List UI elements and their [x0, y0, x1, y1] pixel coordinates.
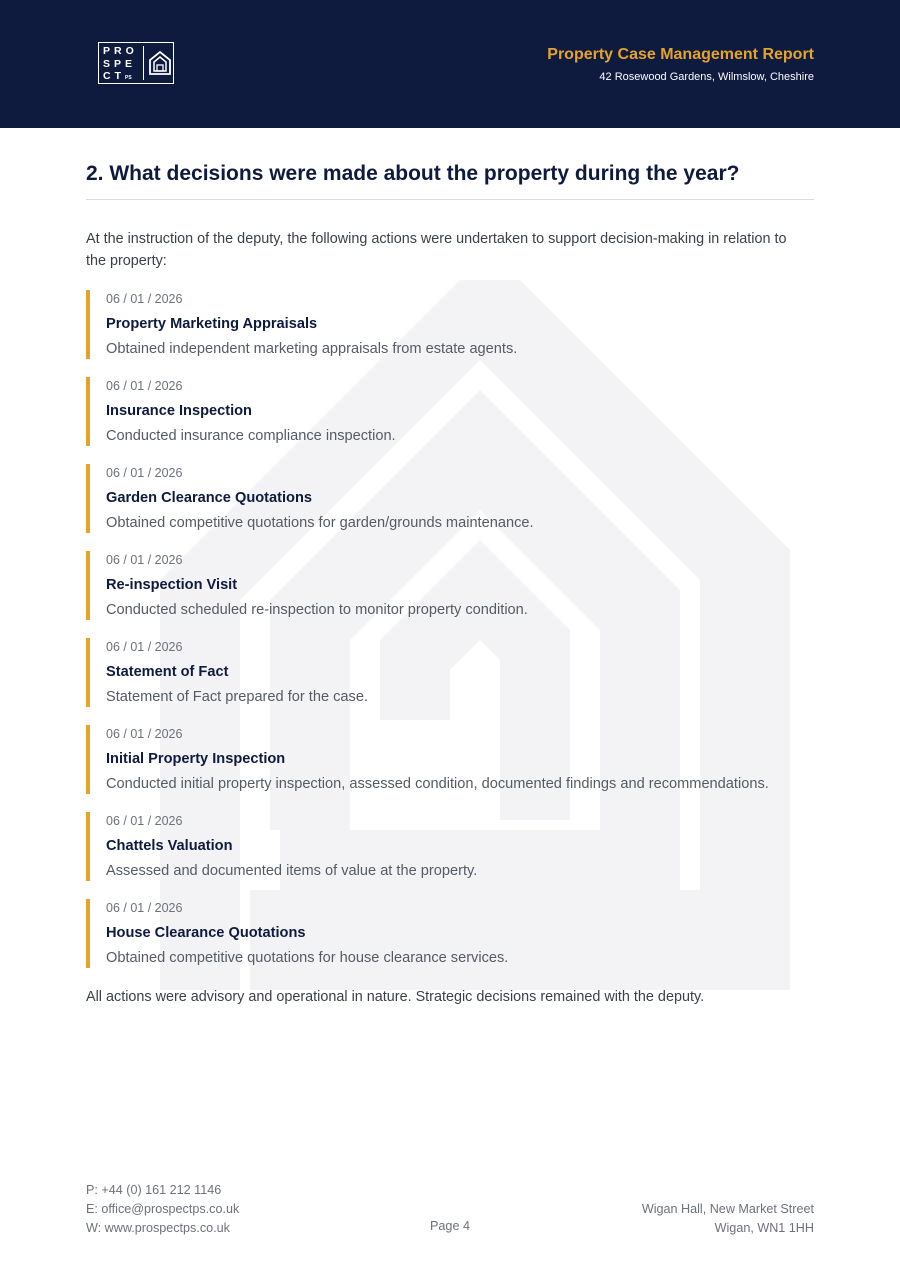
entry-date: 06 / 01 / 2026: [106, 640, 183, 654]
report-header: [0, 0, 900, 128]
logo-suffix: PS: [125, 75, 132, 81]
entry-title: Insurance Inspection: [106, 403, 252, 419]
accent-bar: [86, 725, 90, 794]
company-logo: [98, 42, 174, 84]
entry-date: 06 / 01 / 2026: [106, 292, 183, 306]
action-entry: [86, 286, 826, 373]
entry-title: Re-inspection Visit: [106, 577, 238, 593]
accent-bar: [86, 377, 90, 446]
entry-title: Initial Property Inspection: [106, 751, 286, 767]
closing-statement: All actions were advisory and operational in nature. Strategic decisions remained with the deputy.: [86, 989, 705, 1005]
logo-letters-row-2: SPE: [103, 57, 137, 70]
entry-title: Statement of Fact: [106, 664, 229, 680]
action-entry: [86, 895, 826, 982]
entry-title: Property Marketing Appraisals: [106, 316, 318, 332]
entry-description: Obtained independent marketing appraisals from estate agents.: [106, 341, 518, 357]
action-list: [86, 286, 826, 982]
footer-phone: P: +44 (0) 161 212 1146: [86, 1183, 222, 1197]
house-icon: [143, 46, 174, 80]
section-intro: At the instruction of the deputy, the following actions were undertaken to support decision-making in relation to the property:: [86, 231, 787, 269]
action-entry: [86, 634, 826, 721]
action-entry: [86, 808, 826, 895]
accent-bar: [86, 638, 90, 707]
action-entry: [86, 721, 826, 808]
accent-bar: [86, 551, 90, 620]
footer-address-line-1: Wigan Hall, New Market Street: [641, 1202, 814, 1216]
entry-date: 06 / 01 / 2026: [106, 901, 183, 915]
entry-date: 06 / 01 / 2026: [106, 466, 183, 480]
logo-letters-row-1: PRO: [103, 45, 138, 57]
accent-bar: [86, 290, 90, 359]
entry-date: 06 / 01 / 2026: [106, 814, 183, 828]
entry-title: House Clearance Quotations: [106, 925, 306, 941]
page-number: Page 4: [430, 1219, 470, 1233]
footer-website: W: www.prospectps.co.uk: [86, 1221, 230, 1235]
title-divider: [86, 199, 814, 200]
action-entry: [86, 547, 826, 634]
entry-description: Obtained competitive quotations for garden/grounds maintenance.: [106, 515, 534, 531]
accent-bar: [86, 464, 90, 533]
logo-letters: [103, 45, 139, 85]
entry-title: Chattels Valuation: [106, 838, 233, 854]
accent-bar: [86, 812, 90, 881]
action-entry: [86, 373, 826, 460]
entry-description: Conducted initial property inspection, assessed condition, documented findings and recommendations.: [106, 776, 769, 792]
entry-description: Conducted scheduled re-inspection to monitor property condition.: [106, 602, 528, 618]
entry-date: 06 / 01 / 2026: [106, 727, 183, 741]
action-entry: [86, 460, 826, 547]
report-title: Property Case Management Report: [547, 46, 814, 63]
entry-title: Garden Clearance Quotations: [106, 490, 312, 506]
section-title: 2. What decisions were made about the property during the year?: [86, 162, 740, 185]
property-address: 42 Rosewood Gardens, Wilmslow, Cheshire: [599, 71, 814, 83]
logo-letters-row-3-text: CT: [103, 70, 125, 82]
footer-address-line-2: Wigan, WN1 1HH: [714, 1221, 814, 1235]
entry-description: Conducted insurance compliance inspection.: [106, 428, 396, 444]
entry-date: 06 / 01 / 2026: [106, 553, 183, 567]
entry-description: Obtained competitive quotations for house clearance services.: [106, 950, 509, 966]
accent-bar: [86, 899, 90, 968]
entry-description: Assessed and documented items of value at the property.: [106, 863, 478, 879]
logo-letters-row-3: [103, 70, 139, 85]
footer-email: E: office@prospectps.co.uk: [86, 1202, 240, 1216]
footer-address: [642, 1200, 814, 1238]
entry-description: Statement of Fact prepared for the case.: [106, 689, 369, 705]
entry-date: 06 / 01 / 2026: [106, 379, 183, 393]
